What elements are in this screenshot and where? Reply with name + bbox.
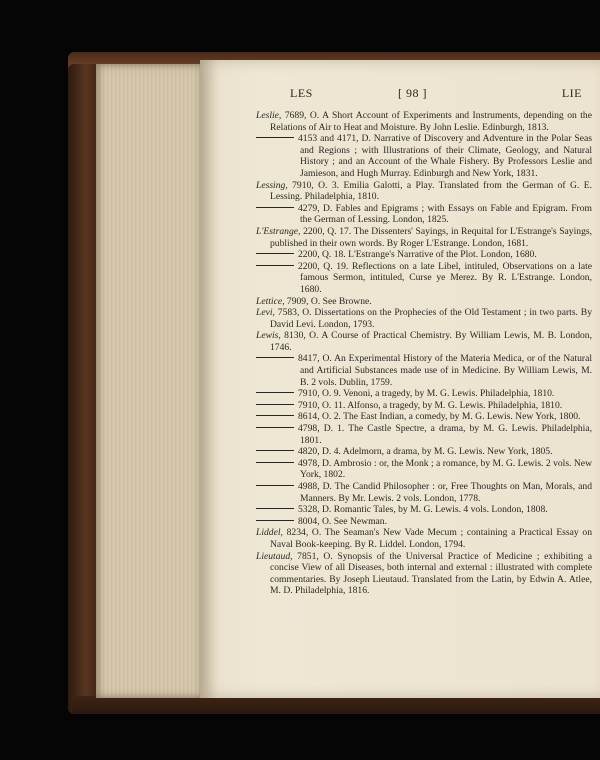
header-left: LES bbox=[290, 86, 313, 100]
entry-author: Liddel, bbox=[256, 527, 283, 539]
ditto-rule bbox=[256, 520, 294, 521]
entry-text: 2200, Q. 17. The Dissenters' Sayings, in Requital for L'Estrange's Sayings, published in their own words. By Roger L'Estrange. London, 1681. bbox=[270, 225, 592, 249]
catalog-entry bbox=[256, 446, 592, 458]
catalog-entry bbox=[256, 551, 592, 597]
catalog-entry bbox=[256, 423, 592, 446]
ditto-rule bbox=[256, 357, 294, 358]
entry-text: 4988, D. The Candid Philosopher : or, Free Thoughts on Man, Morals, and Manners. By Mr. Lewis. 2 vols. London, 1778. bbox=[298, 481, 592, 504]
catalog-entry bbox=[256, 203, 592, 226]
entry-author: Levi, bbox=[256, 307, 275, 319]
entry-text: 8004, O. See Newman. bbox=[298, 515, 387, 527]
entry-text: 7583, O. Dissertations on the Prophecies of the Old Testament ; in two parts. By David Levi. London, 1793. bbox=[270, 307, 592, 330]
catalog-entry bbox=[256, 261, 592, 296]
ditto-rule bbox=[256, 392, 294, 393]
catalog-entry bbox=[256, 307, 592, 330]
ditto-rule bbox=[256, 508, 294, 509]
book-cover-bottom bbox=[72, 696, 600, 714]
page-edges bbox=[96, 64, 208, 698]
catalog-entry bbox=[256, 516, 592, 528]
entry-text: 2200, Q. 18. L'Estrange's Narrative of the Plot. London, 1680. bbox=[298, 249, 537, 261]
ditto-rule bbox=[256, 265, 294, 266]
catalog-entry bbox=[256, 411, 592, 423]
entry-author: Lettice, bbox=[256, 295, 285, 307]
entry-text: 4820, D. 4. Adelmorn, a drama, by M. G. Lewis. New York, 1805. bbox=[298, 446, 553, 458]
catalog-entry bbox=[256, 504, 592, 516]
catalog-entry bbox=[256, 110, 592, 133]
entry-text: 8234, O. The Seaman's New Vade Mecum ; containing a Practical Essay on Naval Book-keeping. By R. Liddel. London, 1794. bbox=[270, 527, 592, 550]
ditto-rule bbox=[256, 415, 294, 416]
running-header bbox=[200, 86, 600, 102]
catalog-entry bbox=[256, 400, 592, 412]
entry-text: 7851, O. Synopsis of the Universal Practice of Medicine ; exhibiting a concise View of all Diseases, both internal and external : illustrated with complete commentaries. By Joseph Lieutaud. Translated from the Latin, by Edwin A. Atlee, M. D. Philadelphia, 1816. bbox=[270, 550, 592, 597]
entry-text: 4279, D. Fables and Epigrams ; with Essays on Fable and Epigram. From the German of Lessing. London, 1825. bbox=[298, 202, 592, 226]
catalog-entries bbox=[256, 110, 592, 597]
entry-text: 7910, O. 9. Venoni, a tragedy, by M. G. Lewis. Philadelphia, 1810. bbox=[298, 388, 555, 400]
ditto-rule bbox=[256, 253, 294, 254]
entry-text: 7910, O. 3. Emilia Galotti, a Play. Translated from the German of G. E. Lessing. Philadelphia, 1810. bbox=[270, 179, 592, 203]
catalog-entry bbox=[256, 249, 592, 261]
catalog-entry bbox=[256, 388, 592, 400]
catalog-entry bbox=[256, 527, 592, 550]
entry-text: 4153 and 4171, D. Narrative of Discovery and Adventure in the Polar Seas and Regions ; with Illustrations of their Climate, Geology, and Natural History ; and an Account of the Whale Fishery. By Professors Leslie and Jamieson, and Hugh Murray. Edinburgh and New York, 1831. bbox=[298, 133, 592, 179]
entry-author: Leslie, bbox=[256, 110, 282, 121]
entry-text: 8130, O. A Course of Practical Chemistry. By William Lewis, M. B. London, 1746. bbox=[270, 330, 592, 353]
page-number: [ 98 ] bbox=[398, 86, 427, 100]
ditto-rule bbox=[256, 450, 294, 451]
catalog-entry bbox=[256, 180, 592, 203]
entry-text: 4978, D. Ambrosio : or, the Monk ; a romance, by M. G. Lewis. 2 vols. New York, 1802. bbox=[298, 457, 592, 481]
catalog-entry bbox=[256, 481, 592, 504]
catalog-entry bbox=[256, 133, 592, 179]
entry-text: 4798, D. 1. The Castle Spectre, a drama, by M. G. Lewis. Philadelphia, 1801. bbox=[298, 423, 592, 446]
ditto-rule bbox=[256, 462, 294, 463]
catalog-entry bbox=[256, 296, 592, 308]
catalog-entry bbox=[256, 353, 592, 388]
entry-text: 8614, O. 2. The East Indian, a comedy, by M. G. Lewis. New York, 1800. bbox=[298, 411, 581, 423]
catalog-entry bbox=[256, 330, 592, 353]
entry-author: Lieutaud, bbox=[256, 550, 293, 562]
entry-text: 5328, D. Romantic Tales, by M. G. Lewis. 4 vols. London, 1808. bbox=[298, 504, 548, 516]
catalog-entry bbox=[256, 458, 592, 481]
entry-text: 7910, O. 11. Alfonso, a tragedy, by M. G. Lewis. Philadelphia, 1810. bbox=[298, 399, 563, 411]
header-right: LIE bbox=[561, 86, 582, 100]
catalog-page bbox=[200, 60, 600, 698]
entry-author: L'Estrange, bbox=[256, 225, 301, 237]
ditto-rule bbox=[256, 485, 294, 486]
ditto-rule bbox=[256, 404, 294, 405]
ditto-rule bbox=[256, 207, 294, 208]
entry-text: 2200, Q. 19. Reflections on a late Libel, intituled, Observations on a late famous Sermon, intituled, Curse ye Merez. By R. L'Estrange. London, 1680. bbox=[298, 260, 592, 295]
entry-author: Lewis, bbox=[256, 330, 281, 342]
entry-author: Lessing, bbox=[256, 179, 288, 191]
catalog-entry bbox=[256, 226, 592, 249]
ditto-rule bbox=[256, 137, 294, 138]
entry-text: 7689, O. A Short Account of Experiments and Instruments, depending on the Relations of Air to Heat and Moisture. By John Leslie. Edinburgh, 1813. bbox=[270, 110, 592, 133]
entry-text: 7909, O. See Browne. bbox=[284, 295, 372, 307]
entry-text: 8417, O. An Experimental History of the Materia Medica, or of the Natural and Artificial Substances made use of in Medicine. By William Lewis, M. B. 2 vols. Dublin, 1759. bbox=[298, 353, 592, 388]
ditto-rule bbox=[256, 427, 294, 428]
